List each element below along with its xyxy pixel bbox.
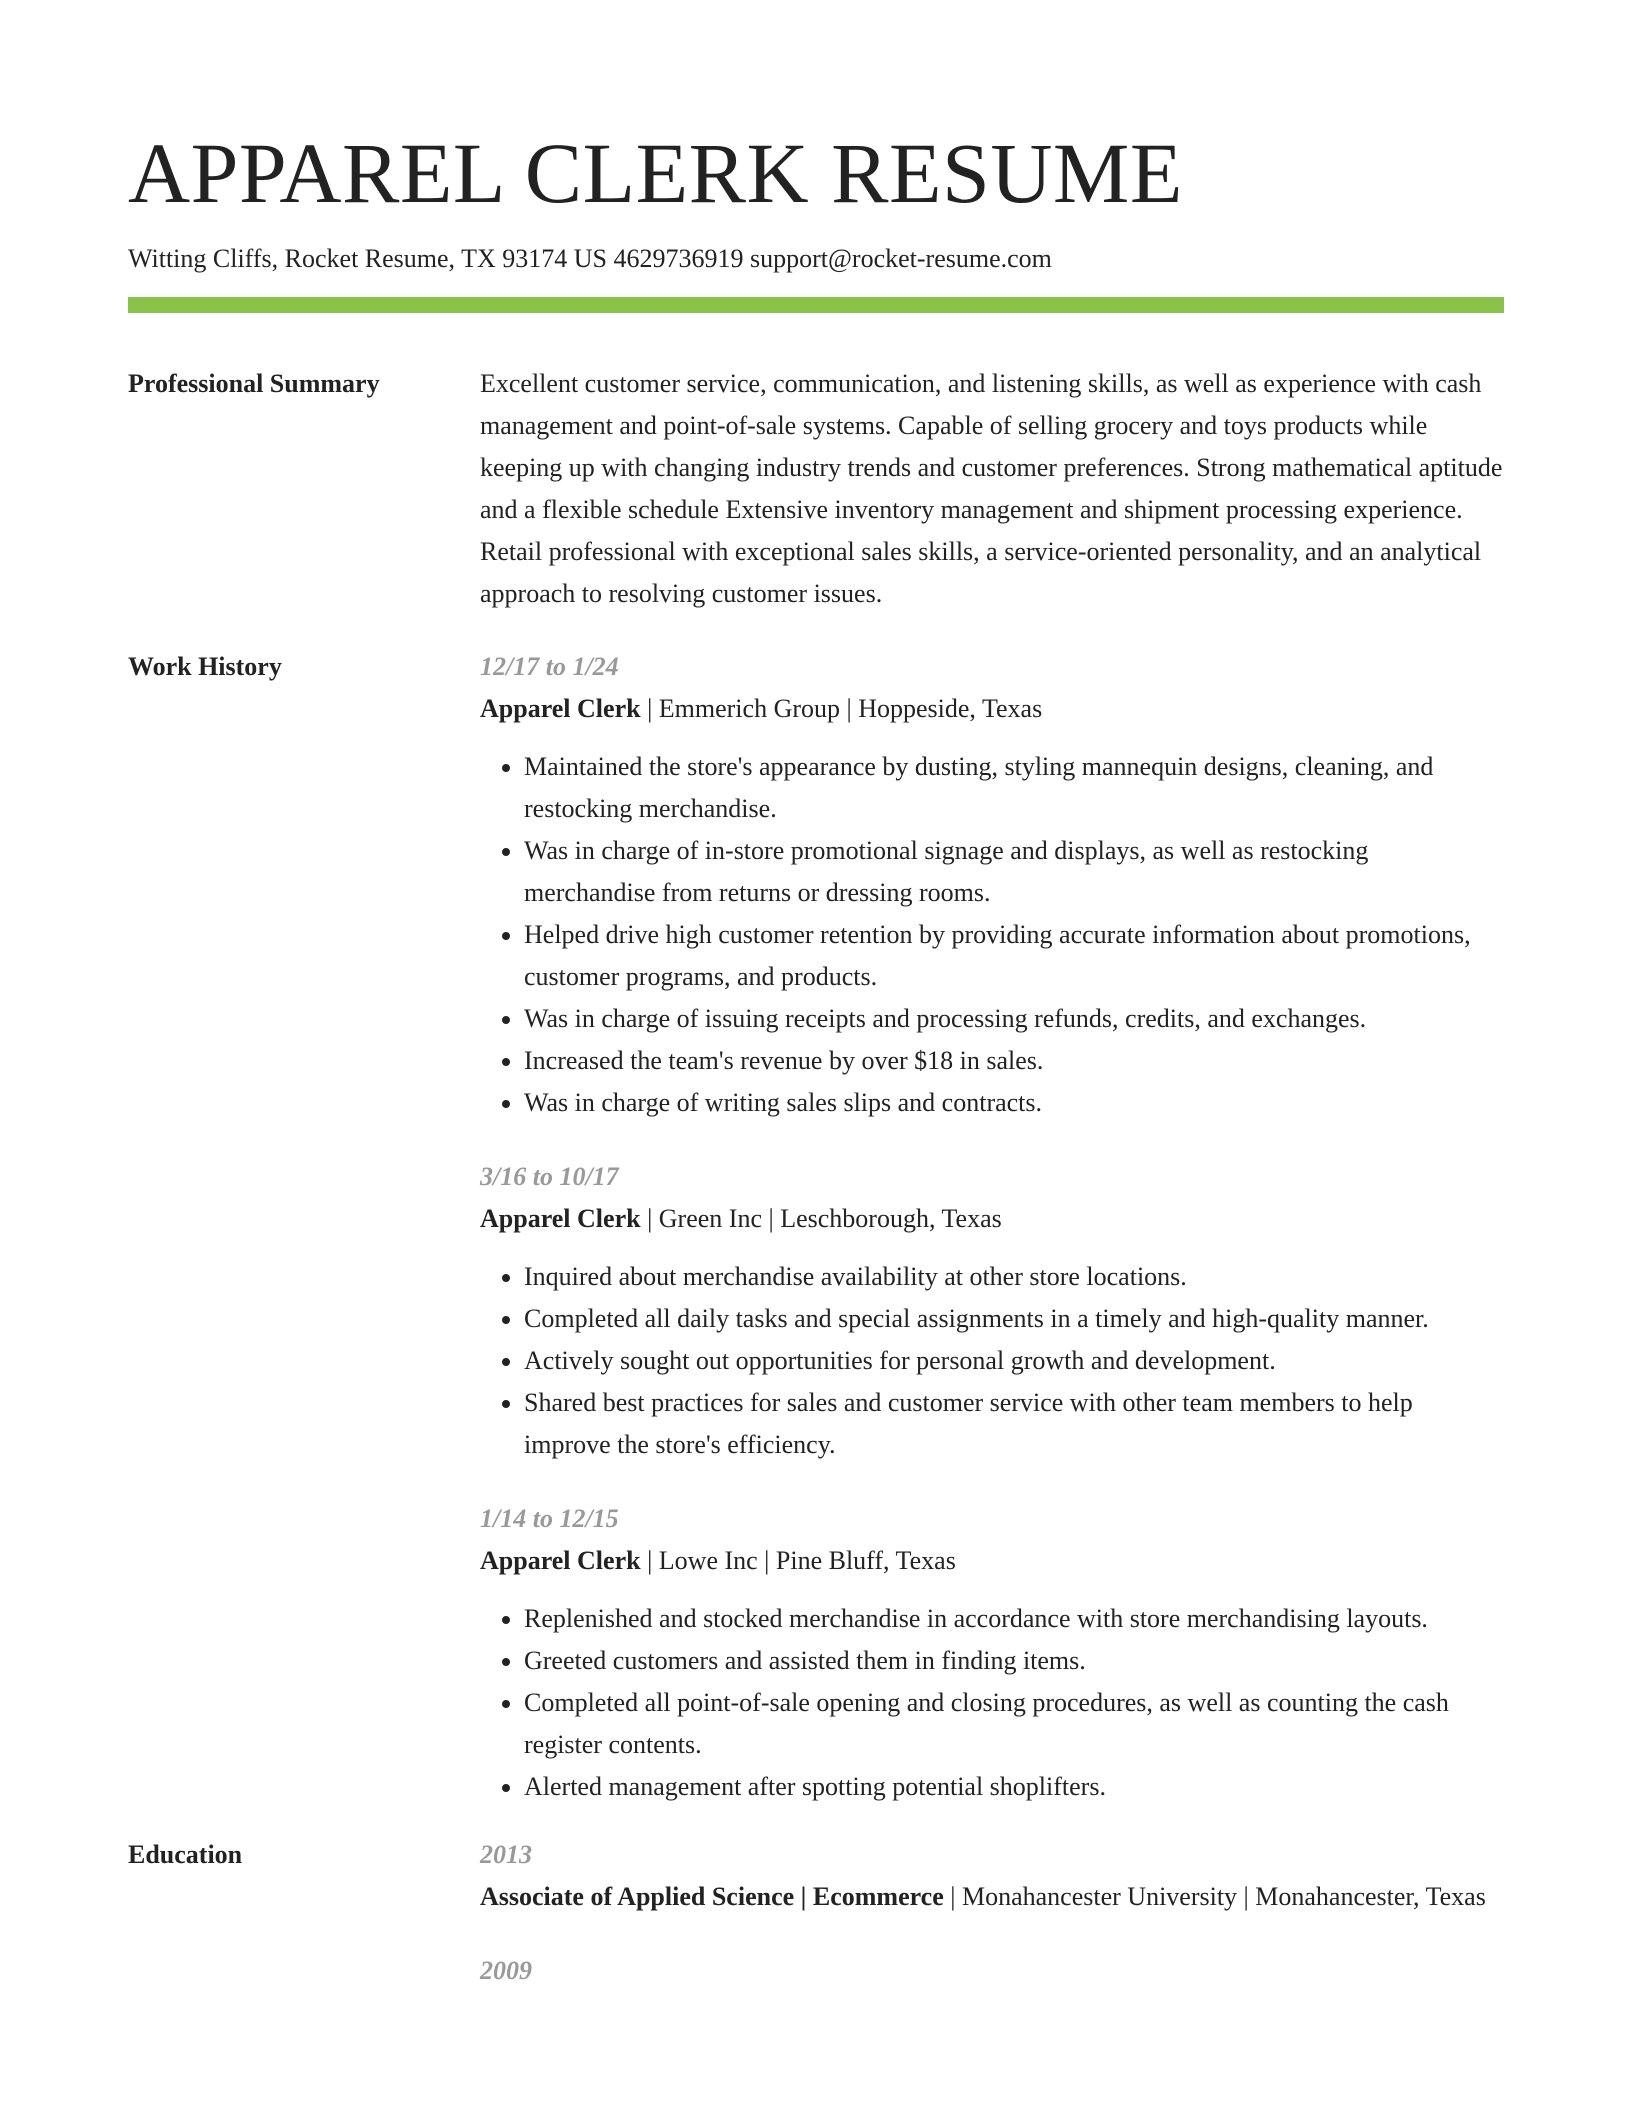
job-employer-location: | Lowe Inc | Pine Bluff, Texas bbox=[640, 1545, 956, 1575]
job-dates: 12/17 to 1/24 bbox=[480, 651, 619, 681]
job-title: Apparel Clerk bbox=[480, 1203, 641, 1233]
contact-line: Witting Cliffs, Rocket Resume, TX 93174 US 4629736919 support@rocket-resume.com bbox=[128, 244, 1052, 273]
job-bullet: • Inquired about merchandise availability at other store locations. bbox=[524, 1256, 1504, 1298]
job-bullet: • Actively sought out opportunities for personal growth and development. bbox=[524, 1340, 1504, 1382]
job-employer-location: | Green Inc | Leschborough, Texas bbox=[640, 1203, 1002, 1233]
job-title: Apparel Clerk bbox=[480, 693, 641, 723]
job-bullet: • Was in charge of issuing receipts and processing refunds, credits, and exchanges. bbox=[524, 998, 1504, 1040]
job-bullet: • Completed all daily tasks and special assignments in a timely and high-quality manner. bbox=[524, 1298, 1504, 1340]
job-bullet: • Alerted management after spotting potential shoplifters. bbox=[524, 1766, 1504, 1808]
job-entry bbox=[480, 646, 1504, 1124]
summary-section bbox=[128, 363, 1504, 615]
job-entry bbox=[480, 1498, 1504, 1808]
education-body bbox=[480, 1834, 1504, 1992]
job-employer-location: | Emmerich Group | Hoppeside, Texas bbox=[640, 693, 1043, 723]
education-heading bbox=[480, 1876, 1504, 1918]
education-year: 2013 bbox=[480, 1839, 532, 1869]
summary-text: Excellent customer service, communication, and listening skills, as well as experience with cash management and point-of-sale systems. Capable of selling grocery and toys products while keeping up with changing industry trends and customer preferences. Strong mathematical aptitude and a flexible schedule Extensive inventory management and shipment processing experience. Retail professional with exceptional sales skills, a service-oriented personality, and an analytical approach to resolving customer issues. bbox=[480, 368, 1503, 608]
job-bullets bbox=[480, 1256, 1504, 1466]
education-year: 2009 bbox=[480, 1955, 532, 1985]
job-bullet: • Was in charge of writing sales slips and contracts. bbox=[524, 1082, 1504, 1124]
work-history-body bbox=[480, 646, 1504, 1808]
job-heading bbox=[480, 1198, 1504, 1240]
education-section bbox=[128, 1834, 1504, 1992]
job-heading bbox=[480, 1540, 1504, 1582]
job-bullet: • Completed all point-of-sale opening and closing procedures, as well as counting the cash register contents. bbox=[524, 1682, 1504, 1766]
job-heading bbox=[480, 688, 1504, 730]
resume-name: APPAREL CLERK RESUME bbox=[128, 125, 1183, 221]
section-title-summary: Professional Summary bbox=[128, 368, 380, 398]
job-bullet: • Was in charge of in-store promotional signage and displays, as well as restocking merchandise from returns or dressing rooms. bbox=[524, 830, 1504, 914]
section-title-education: Education bbox=[128, 1839, 243, 1869]
education-entry bbox=[480, 1834, 1504, 1918]
job-bullet: • Maintained the store's appearance by dusting, styling mannequin designs, cleaning, and restocking merchandise. bbox=[524, 746, 1504, 830]
job-bullets bbox=[480, 746, 1504, 1124]
job-bullet: • Helped drive high customer retention by providing accurate information about promotions, customer programs, and products. bbox=[524, 914, 1504, 998]
job-bullet: • Increased the team's revenue by over $18 in sales. bbox=[524, 1040, 1504, 1082]
education-entry bbox=[480, 1950, 1504, 1992]
job-bullets bbox=[480, 1598, 1504, 1808]
job-dates: 3/16 to 10/17 bbox=[480, 1161, 619, 1191]
school-location: | Monahancester University | Monahancester, Texas bbox=[943, 1881, 1486, 1911]
job-entry bbox=[480, 1156, 1504, 1466]
job-title: Apparel Clerk bbox=[480, 1545, 641, 1575]
summary-body bbox=[480, 363, 1504, 615]
job-bullet: • Replenished and stocked merchandise in accordance with store merchandising layouts. bbox=[524, 1598, 1504, 1640]
section-title-work: Work History bbox=[128, 651, 282, 681]
degree-title: Associate of Applied Science | Ecommerce bbox=[480, 1881, 944, 1911]
resume-page bbox=[128, 120, 1504, 1992]
work-history-section bbox=[128, 646, 1504, 1808]
header-divider bbox=[128, 297, 1504, 313]
job-bullet: • Greeted customers and assisted them in finding items. bbox=[524, 1640, 1504, 1682]
job-dates: 1/14 to 12/15 bbox=[480, 1503, 619, 1533]
job-bullet: • Shared best practices for sales and customer service with other team members to help improve the store's efficiency. bbox=[524, 1382, 1504, 1466]
